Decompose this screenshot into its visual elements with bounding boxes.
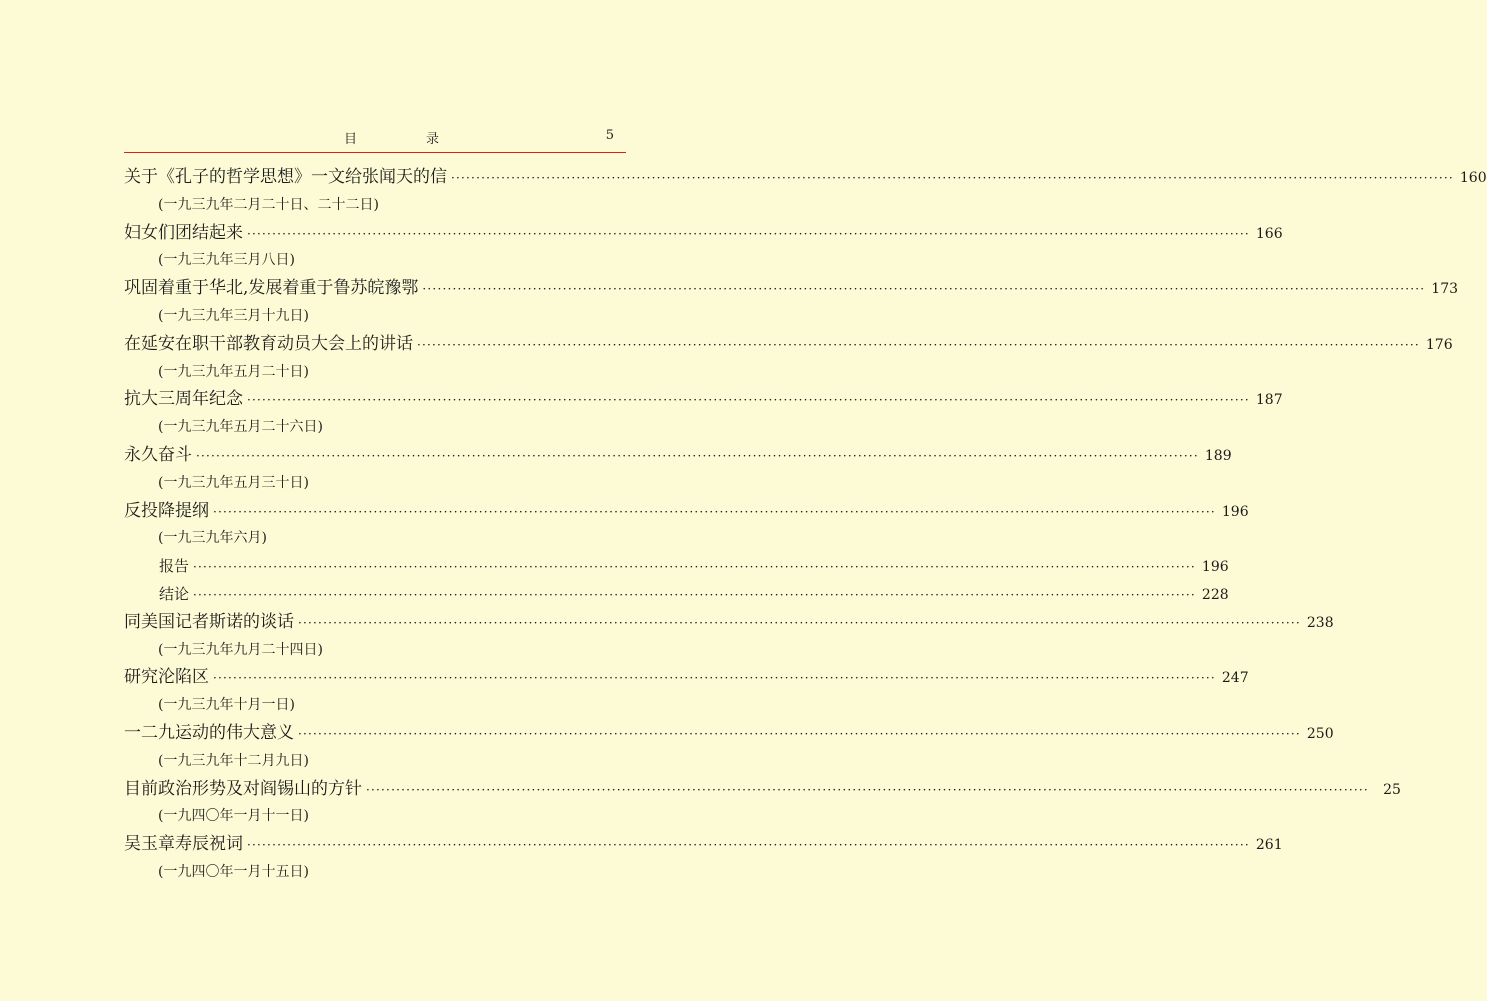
toc-entry-page: 25 <box>1383 781 1401 798</box>
toc-entry-page: 261 <box>1255 837 1283 854</box>
toc-entry-page: 250 <box>1306 725 1334 742</box>
toc-entry[interactable] <box>124 664 1249 692</box>
toc-entry-date: (一九三九年三月八日) <box>158 252 295 269</box>
toc-entry-title: 永久奋斗 <box>124 444 192 465</box>
toc-entry-title: 同美国记者斯诺的谈话 <box>124 611 294 632</box>
toc-entry-page: 173 <box>1431 281 1459 298</box>
toc-entry[interactable] <box>124 720 1334 748</box>
toc-entry-title: 研究沦陷区 <box>124 667 209 688</box>
dot-leader: ········································································································································································································ <box>193 560 1196 575</box>
toc-entry-page: 196 <box>1221 503 1249 520</box>
header-page-number: 5 <box>605 128 614 143</box>
toc-entry[interactable] <box>124 831 1283 859</box>
toc-subentry[interactable] <box>124 581 1229 609</box>
toc-entry[interactable] <box>124 164 1487 192</box>
toc-entry-date: (一九三九年十月一日) <box>158 697 295 714</box>
toc-entry-title: 妇女们团结起来 <box>124 222 243 243</box>
toc-entry-page: 166 <box>1255 225 1283 242</box>
dot-leader: ········································································································································································································ <box>366 782 1369 797</box>
toc-entry-date: (一九三九年五月三十日) <box>158 474 309 491</box>
running-header <box>124 128 626 150</box>
toc-entry-date: (一九三九年三月十九日) <box>158 307 309 324</box>
dot-leader: ········································································································································································································ <box>451 171 1454 185</box>
toc-entry-title: 巩固着重于华北,发展着重于鲁苏皖豫鄂 <box>124 278 419 299</box>
toc-entry-date: (一九三九年五月二十六日) <box>158 419 323 436</box>
header-title: 目 录 <box>344 132 468 147</box>
toc-entry-title: 吴玉章寿辰祝词 <box>124 834 243 855</box>
toc-entry-page: 187 <box>1255 392 1283 409</box>
toc-entry-title: 关于《孔子的哲学思想》一文给张闻天的信 <box>124 167 447 187</box>
dot-leader: ········································································································································································································ <box>213 504 1216 519</box>
toc-subentry-title: 结论 <box>159 584 190 603</box>
dot-leader: ········································································································································································································ <box>247 226 1250 241</box>
toc-entry-date: (一九三九年六月) <box>158 530 267 547</box>
toc-subentry-title: 报告 <box>159 557 190 576</box>
toc-entry-page: 176 <box>1425 336 1453 353</box>
toc-subentry-page: 228 <box>1201 586 1229 603</box>
toc-entry[interactable] <box>124 331 1453 359</box>
toc-entry-date: (一九三九年十二月九日) <box>158 752 309 769</box>
toc-entry-page: 247 <box>1221 670 1249 687</box>
toc-entry[interactable] <box>124 275 1459 303</box>
table-of-contents <box>124 164 1487 887</box>
toc-entry-date: (一九四〇年一月十一日) <box>158 808 309 825</box>
toc-entry-title: 在延安在职干部教育动员大会上的讲话 <box>124 333 413 354</box>
toc-entry[interactable] <box>124 220 1283 248</box>
toc-entry-title: 反投降提纲 <box>124 500 209 521</box>
dot-leader: ········································································································································································································ <box>247 393 1250 408</box>
toc-entry-title: 抗大三周年纪念 <box>124 389 243 410</box>
toc-entry-page: 238 <box>1306 614 1334 631</box>
toc-entry-date: (一九三九年二月二十日、二十二日) <box>158 196 379 213</box>
toc-entry-title: 目前政治形势及对阎锡山的方针 <box>124 778 362 799</box>
toc-entry[interactable] <box>124 609 1334 637</box>
toc-entry[interactable] <box>124 386 1283 414</box>
dot-leader: ········································································································································································································ <box>298 726 1301 741</box>
toc-entry[interactable] <box>124 498 1249 526</box>
dot-leader: ········································································································································································································ <box>196 448 1199 463</box>
header-rule <box>124 152 626 153</box>
toc-subentry-page: 196 <box>1201 559 1229 576</box>
toc-entry-page: 189 <box>1204 447 1232 464</box>
toc-entry-page: 160 <box>1459 170 1487 186</box>
toc-entry-date: (一九三九年五月二十日) <box>158 363 309 380</box>
toc-entry-date: (一九四〇年一月十五日) <box>158 863 309 880</box>
toc-subentry[interactable] <box>124 553 1229 581</box>
dot-leader: ········································································································································································································ <box>193 587 1196 602</box>
toc-entry-date: (一九三九年九月二十四日) <box>158 641 323 658</box>
dot-leader: ········································································································································································································ <box>298 615 1301 630</box>
dot-leader: ········································································································································································································ <box>422 282 1426 297</box>
dot-leader: ········································································································································································································ <box>247 838 1250 853</box>
toc-entry[interactable] <box>124 776 1401 804</box>
dot-leader: ········································································································································································································ <box>213 671 1216 686</box>
toc-entry[interactable] <box>124 442 1232 470</box>
toc-entry-title: 一二九运动的伟大意义 <box>124 722 294 743</box>
dot-leader: ········································································································································································································ <box>417 337 1420 352</box>
